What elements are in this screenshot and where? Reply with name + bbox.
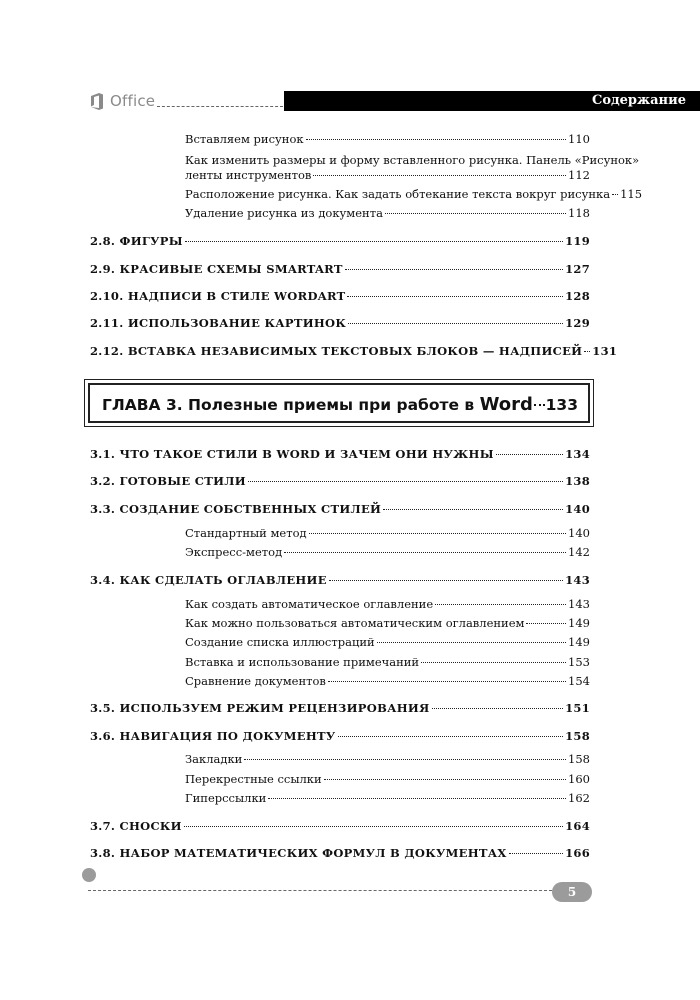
toc-section[interactable]: [90, 344, 618, 358]
toc-entry-title: ленты инструментов: [185, 168, 312, 182]
section-title: Содержание: [591, 93, 686, 108]
page-header: [0, 0, 700, 120]
leader-dots: [185, 241, 563, 242]
leader-dots: [248, 481, 563, 482]
toc-section-page: 164: [565, 819, 590, 833]
toc-entry-title: Закладки: [185, 752, 243, 766]
toc-entry-page: 158: [568, 752, 590, 766]
leader-dots: [435, 604, 566, 605]
footer-divider: [88, 890, 552, 891]
leader-dots: [383, 509, 563, 510]
toc-entry-title: Вставка и использование примечаний: [185, 655, 420, 669]
leader-dots: [184, 826, 563, 827]
leader-dots: [345, 269, 563, 270]
leader-dots: [338, 736, 564, 737]
chapter-title: ГЛАВА 3. Полезные приемы при работе в: [102, 396, 480, 414]
toc-entry[interactable]: [185, 655, 590, 669]
toc-section-page: 166: [565, 846, 590, 860]
leader-dots: [432, 708, 564, 709]
office-brand: Office: [110, 92, 156, 110]
toc-entry[interactable]: [185, 545, 590, 559]
toc-entry-page: 143: [568, 597, 590, 611]
toc-entry-title: Стандартный метод: [185, 526, 307, 540]
toc-section-page: 131: [592, 344, 618, 358]
toc-entry-page: 154: [568, 674, 590, 688]
leader-dots: [244, 759, 566, 760]
toc-entry[interactable]: [185, 616, 590, 630]
toc-entry[interactable]: [185, 187, 643, 201]
toc-entry-title-line1[interactable]: Как изменить размеры и форму вставленного рисунка. Панель «Рисунок»: [185, 153, 640, 167]
toc-section[interactable]: [90, 502, 590, 516]
toc-section[interactable]: [90, 289, 590, 303]
toc-entry[interactable]: [185, 635, 590, 649]
leader-dots: [329, 580, 563, 581]
leader-dots: [348, 323, 563, 324]
leader-dots: [306, 139, 566, 140]
toc-section[interactable]: [90, 729, 590, 743]
toc-section-page: 143: [565, 573, 590, 587]
chapter-heading: [102, 394, 578, 415]
toc-section[interactable]: [90, 701, 590, 715]
toc-entry-title: Гиперссылки: [185, 791, 267, 805]
leader-dots: [496, 454, 563, 455]
toc-entry-page: 142: [568, 545, 590, 559]
toc-section-page: 129: [565, 316, 590, 330]
toc-entry-title: Как создать автоматическое оглавление: [185, 597, 434, 611]
toc-entry-page: 112: [568, 168, 590, 182]
leader-dots: [268, 798, 566, 799]
toc-entry-page: 115: [620, 187, 643, 201]
toc-entry-page: 118: [568, 206, 590, 220]
toc-section-title: 3.8. НАБОР МАТЕМАТИЧЕСКИХ ФОРМУЛ В ДОКУМЕНТАХ: [90, 846, 507, 860]
toc-entry-title: Удаление рисунка из документа: [185, 206, 383, 220]
toc-section-title: 2.11. ИСПОЛЬЗОВАНИЕ КАРТИНОК: [90, 316, 347, 330]
toc-entry[interactable]: [185, 752, 590, 766]
toc-section-page: 127: [565, 262, 590, 276]
toc-section-title: 3.3. СОЗДАНИЕ СОБСТВЕННЫХ СТИЛЕЙ: [90, 502, 382, 516]
toc-section[interactable]: [90, 234, 590, 248]
toc-entry-title: Перекрестные ссылки: [185, 772, 322, 786]
toc-section-title: 3.5. ИСПОЛЬЗУЕМ РЕЖИМ РЕЦЕНЗИРОВАНИЯ: [90, 701, 430, 715]
toc-entry-title: Вставляем рисунок: [185, 132, 304, 146]
toc-entry[interactable]: [185, 674, 590, 688]
toc-section-page: 158: [565, 729, 590, 743]
leader-dots: [347, 296, 563, 297]
toc-entry-page: 149: [568, 616, 590, 630]
toc-entry-title: Как можно пользоваться автоматическим оглавлением: [185, 616, 525, 630]
toc-entry[interactable]: [185, 772, 590, 786]
chapter-page: 133: [545, 396, 578, 414]
footer-marker-icon: [82, 868, 96, 882]
toc-section-page: 151: [565, 701, 590, 715]
chapter-heading-box[interactable]: [84, 379, 594, 427]
toc-section[interactable]: [90, 573, 590, 587]
leader-dots: [309, 533, 566, 534]
leader-dots: [313, 175, 566, 176]
toc-entry[interactable]: [185, 526, 590, 540]
leader-dots: [584, 351, 590, 352]
toc-section[interactable]: [90, 316, 590, 330]
toc-section-title: 2.12. ВСТАВКА НЕЗАВИСИМЫХ ТЕКСТОВЫХ БЛОКОВ — НАДПИСЕЙ: [90, 344, 583, 358]
page-number-badge: 5: [552, 882, 592, 902]
section-title-bar: [284, 91, 700, 111]
toc-entry-title: Расположение рисунка. Как задать обтекание текста вокруг рисунка: [185, 187, 611, 201]
leader-dots: [526, 623, 566, 624]
leader-dots: [612, 194, 618, 195]
toc-section[interactable]: [90, 447, 590, 461]
toc-entry-title: Экспресс-метод: [185, 545, 283, 559]
toc-section-page: 134: [565, 447, 590, 461]
toc-section-title: 3.7. СНОСКИ: [90, 819, 182, 833]
leader-dots: [324, 779, 566, 780]
toc-entry[interactable]: [185, 206, 590, 220]
toc-section-page: 119: [565, 234, 590, 248]
toc-entry[interactable]: [185, 597, 590, 611]
toc-entry[interactable]: [185, 791, 590, 805]
leader-dots: [534, 404, 545, 406]
leader-dots: [421, 662, 566, 663]
leader-dots: [509, 853, 563, 854]
toc-section[interactable]: [90, 474, 590, 488]
toc-section[interactable]: [90, 262, 590, 276]
toc-entry-page: 149: [568, 635, 590, 649]
toc-section-title: 2.9. КРАСИВЫЕ СХЕМЫ SMARTART: [90, 262, 343, 276]
toc-section-title: 3.6. НАВИГАЦИЯ ПО ДОКУМЕНТУ: [90, 729, 336, 743]
toc-entry-page: 160: [568, 772, 590, 786]
leader-dots: [385, 213, 566, 214]
toc-entry-title: Сравнение документов: [185, 674, 326, 688]
toc-entry[interactable]: [185, 168, 590, 182]
toc-section-page: 138: [565, 474, 590, 488]
toc-entry-page: 162: [568, 791, 590, 805]
toc-section-title: 2.10. НАДПИСИ В СТИЛЕ WORDART: [90, 289, 346, 303]
toc-entry[interactable]: [185, 132, 590, 146]
toc-section[interactable]: [90, 846, 590, 860]
leader-dots: [377, 642, 566, 643]
toc-entry-page: 110: [568, 132, 590, 146]
toc-section-page: 140: [565, 502, 590, 516]
toc-entry-page: 153: [568, 655, 590, 669]
chapter-heading-frame: [88, 383, 590, 423]
toc-section-title: 3.4. КАК СДЕЛАТЬ ОГЛАВЛЕНИЕ: [90, 573, 327, 587]
chapter-title-word: Word: [479, 394, 533, 415]
office-logo-icon: [90, 93, 104, 110]
toc-entry-page: 140: [568, 526, 590, 540]
leader-dots: [284, 552, 566, 553]
header-divider: [157, 106, 283, 107]
leader-dots: [328, 681, 566, 682]
toc-section-title: 3.2. ГОТОВЫЕ СТИЛИ: [90, 474, 246, 488]
toc-entry-title: Создание списка иллюстраций: [185, 635, 375, 649]
toc-section-page: 128: [565, 289, 590, 303]
toc-section[interactable]: [90, 819, 590, 833]
toc-section-title: 3.1. ЧТО ТАКОЕ СТИЛИ В WORD И ЗАЧЕМ ОНИ НУЖНЫ: [90, 447, 494, 461]
toc-section-title: 2.8. ФИГУРЫ: [90, 234, 183, 248]
